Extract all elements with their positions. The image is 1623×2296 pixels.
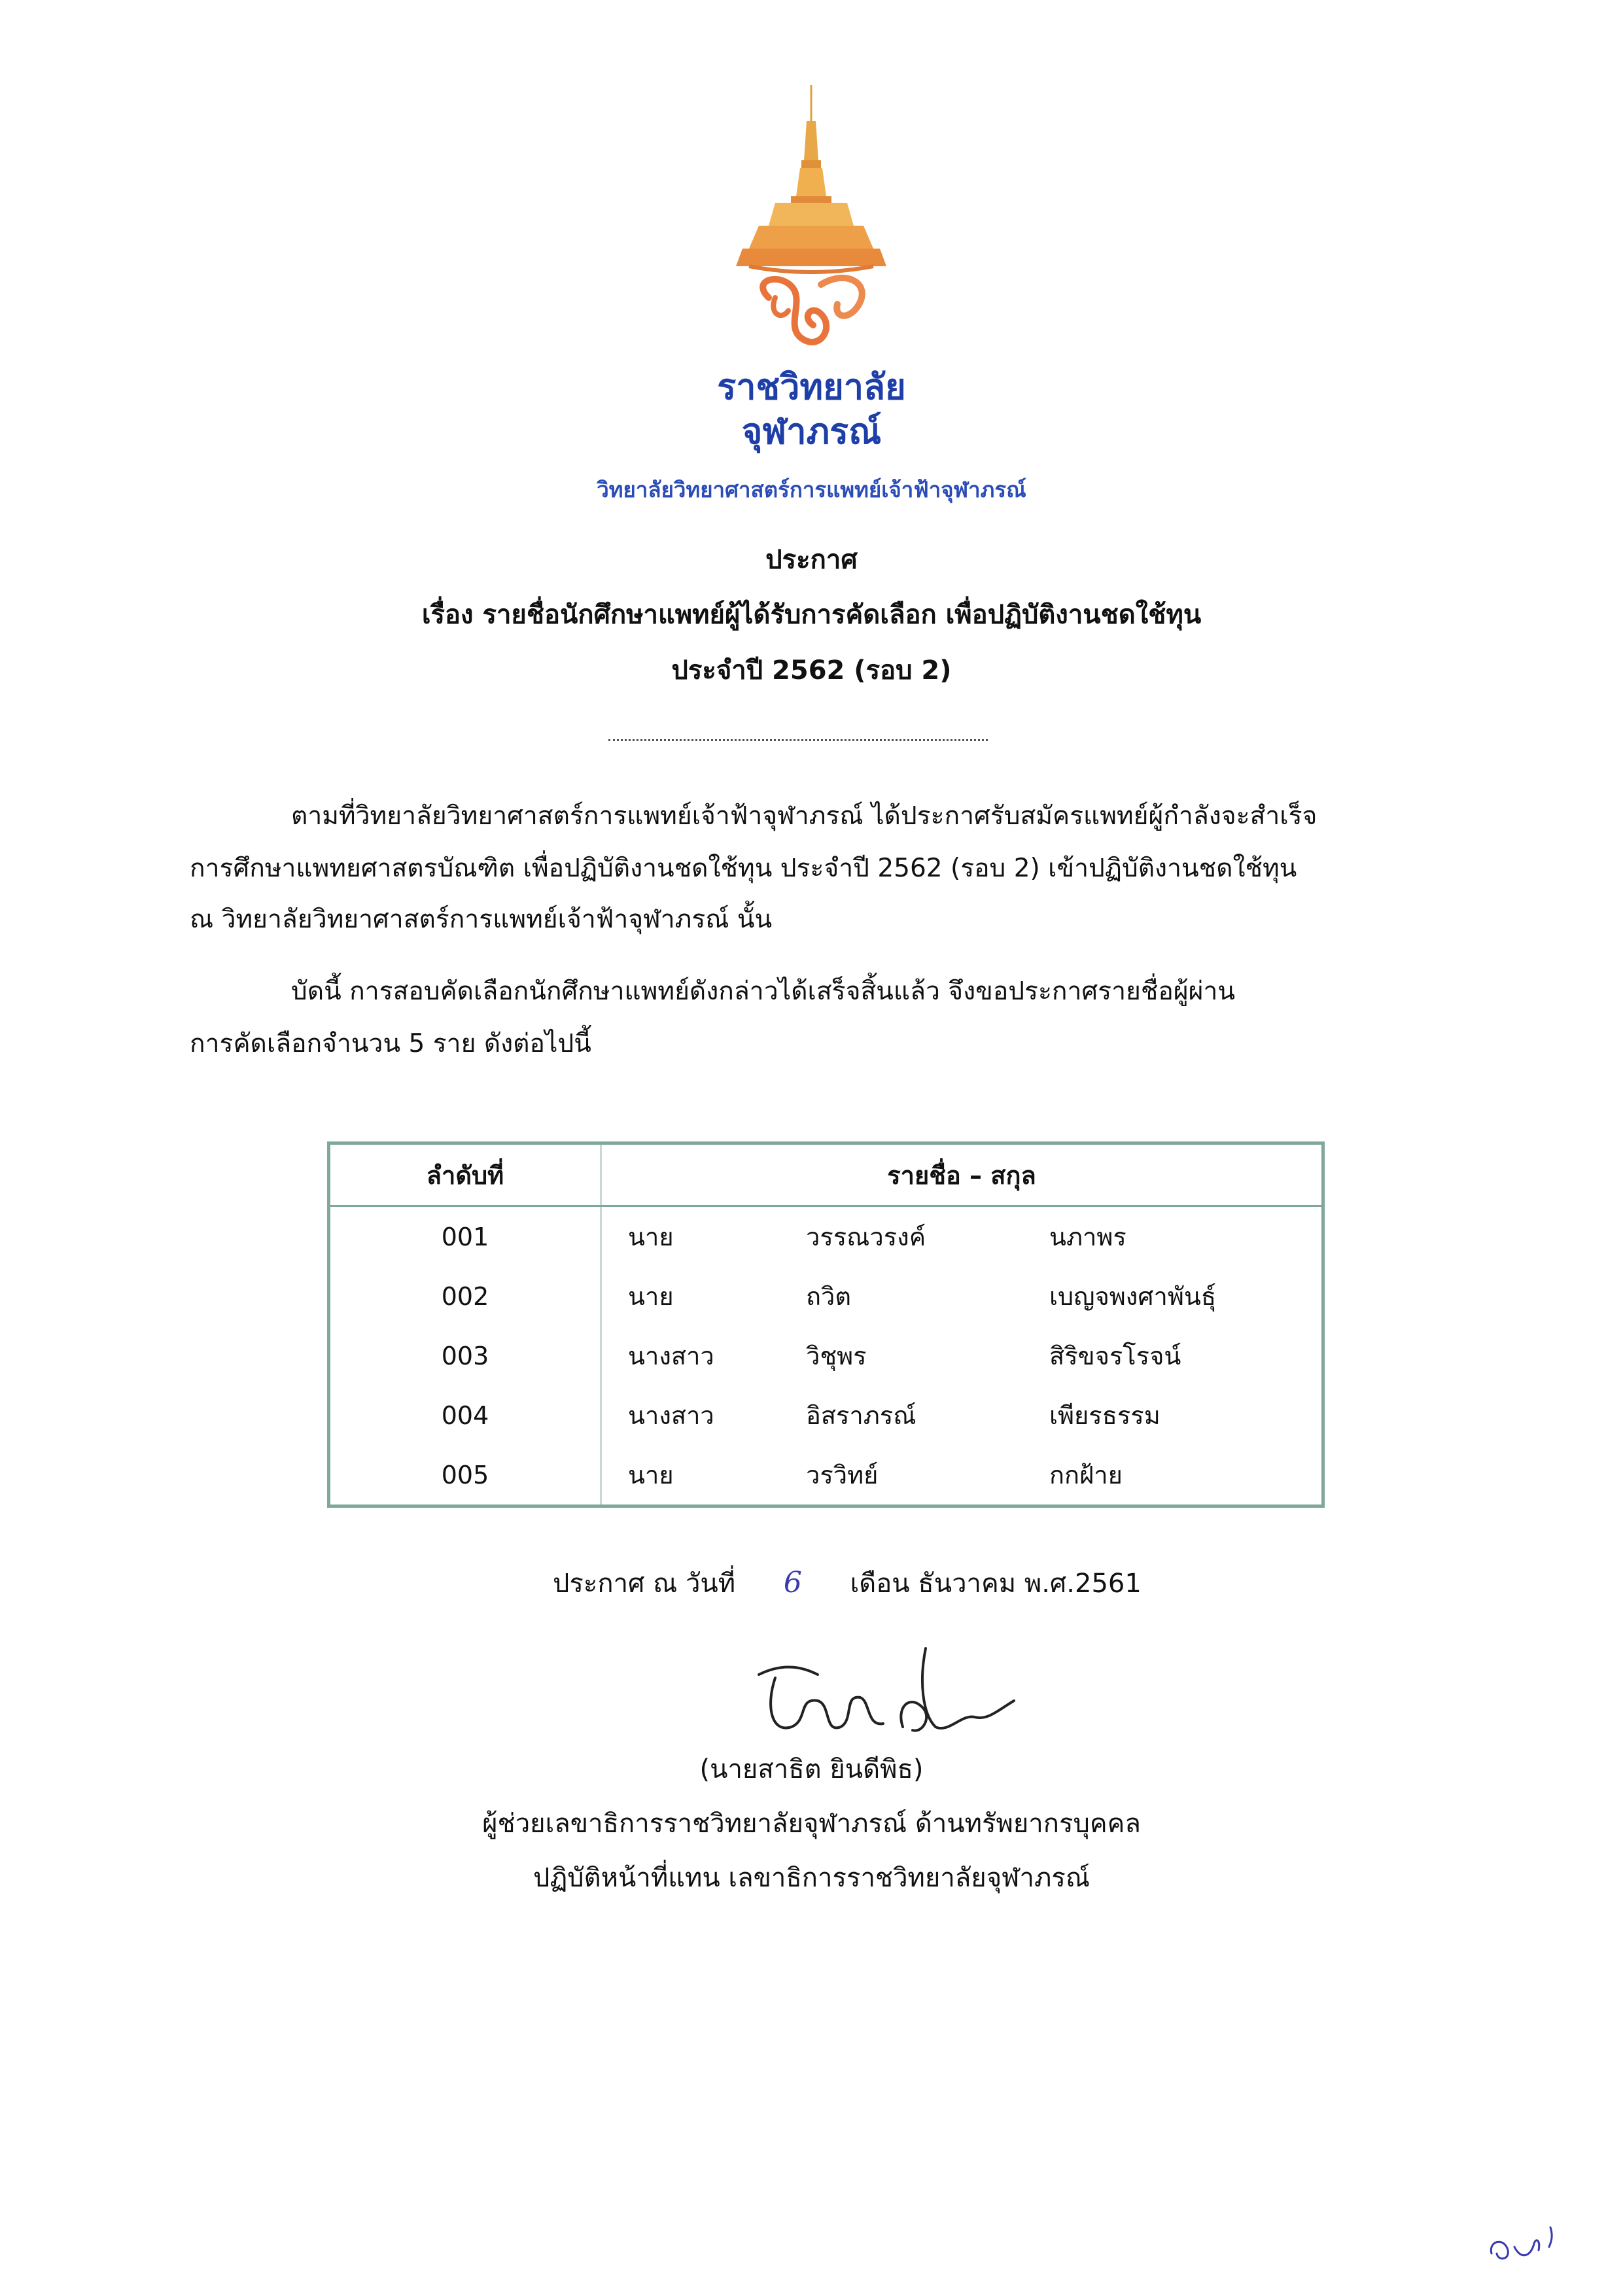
row-prefix: นาย [628,1461,674,1489]
row-prefix: นาย [628,1223,674,1251]
announcement-day: 6 [783,1566,802,1599]
selected-students-table [327,1141,1325,1508]
row-last-name: กกฝ้าย [1049,1461,1123,1489]
table-row [329,1385,1323,1445]
title-divider [608,739,988,741]
college-name: วิทยาลัยวิทยาศาสตร์การแพทย์เจ้าฟ้าจุฬาภรณ์ [597,477,1026,502]
row-first-name: วิชุพร [806,1342,867,1370]
paragraph-2-line-1: บัดนี้ การสอบคัดเลือกนักศึกษาแพทย์ดังกล่าวได้เสร็จสิ้นแล้ว จึงขอประกาศรายชื่อผู้ผ่าน [291,977,1236,1006]
signatory-name: (นายสาธิต ยินดีพิธ) [699,1754,924,1784]
row-first-name: วรรณวรงค์ [806,1223,926,1251]
table-row [329,1206,1323,1267]
paragraph-1-line-2: การศึกษาแพทยศาสตรบัณฑิต เพื่อปฏิบัติงานชดใช้ทุน ประจำปี 2562 (รอบ 2) เข้าปฏิบัติงานชดใช้ทุน [190,854,1297,883]
signatory-position-1: ผู้ช่วยเลขาธิการราชวิทยาลัยจุฬาภรณ์ ด้านทรัพยากรบุคคล [482,1809,1141,1839]
document-subject: เรื่อง รายชื่อนักศึกษาแพทย์ผู้ได้รับการคัดเลือก เพื่อปฏิบัติงานชดใช้ทุน [421,600,1202,630]
table-header-row [329,1143,1323,1206]
row-number: 001 [329,1206,601,1267]
row-last-name: เพียรธรรม [1049,1401,1161,1430]
table-row [329,1326,1323,1385]
row-prefix: นางสาว [628,1401,714,1430]
college-logo [723,82,899,357]
institution-name-line2: จุฬาภรณ์ [741,411,882,452]
row-last-name: เบญจพงศาพันธุ์ [1049,1282,1217,1311]
row-number: 005 [329,1445,601,1506]
row-number: 002 [329,1266,601,1326]
handwritten-page-mark [1485,2221,1577,2267]
row-number: 003 [329,1326,601,1385]
row-first-name: ถวิต [806,1282,852,1311]
column-header-order: ลำดับที่ [329,1143,601,1206]
row-prefix: นาย [628,1282,674,1311]
row-prefix: นางสาว [628,1342,714,1370]
paragraph-1-line-3: ณ วิทยาลัยวิทยาศาสตร์การแพทย์เจ้าฟ้าจุฬาภรณ์ นั้น [190,905,773,934]
table-row [329,1266,1323,1326]
document-title: ประกาศ [765,545,858,575]
table-row [329,1445,1323,1506]
announcement-date-prefix: ประกาศ ณ วันที่ [553,1569,736,1599]
document-year-round: ประจำปี 2562 (รอบ 2) [671,655,952,686]
paragraph-2-line-2: การคัดเลือกจำนวน 5 ราย ดังต่อไปนี้ [190,1029,591,1058]
row-last-name: สิริขจรโรจน์ [1049,1342,1181,1370]
row-first-name: อิสราภรณ์ [806,1401,916,1430]
signatory-position-2: ปฏิบัติหน้าที่แทน เลขาธิการราชวิทยาลัยจุฬาภรณ์ [533,1863,1090,1893]
row-last-name: นภาพร [1049,1223,1126,1251]
column-header-name: รายชื่อ – สกุล [601,1143,1323,1206]
row-first-name: วรวิทย์ [806,1461,879,1489]
announcement-date [553,1562,1142,1604]
institution-name-line1: ราชวิทยาลัย [717,366,906,408]
announcement-month-year: เดือน ธันวาคม พ.ศ.2561 [850,1569,1142,1599]
paragraph-1-line-1: ตามที่วิทยาลัยวิทยาศาสตร์การแพทย์เจ้าฟ้าจุฬาภรณ์ ได้ประกาศรับสมัครแพทย์ผู้กำลังจะสำเร็จ [291,801,1318,831]
signature-mark [746,1635,1021,1753]
row-number: 004 [329,1385,601,1445]
